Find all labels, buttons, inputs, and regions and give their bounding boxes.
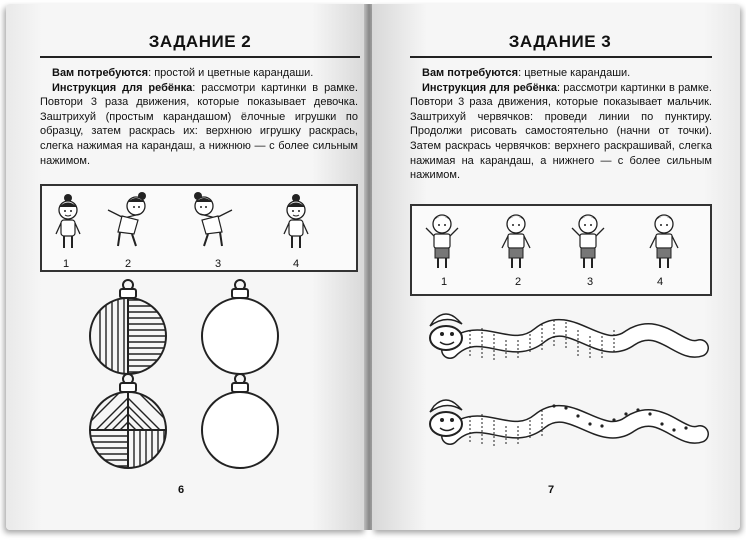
left-instr-text: : рассмотри картинки в рамке. Повтори 3 раза движения, которые показывает девочка. Заштрихуй (простым карандашом) ёлочные игрушки по образцу, затем раскрась их: верхнюю игрушку раскрась, слегка нажимая на карандаш, а нижнюю — с более сильным нажимом.	[40, 81, 358, 167]
right-figure-label-4: 4	[656, 276, 664, 288]
right-figure-label-1: 1	[440, 276, 448, 288]
right-page-number: 7	[548, 484, 555, 496]
left-needs-text: : простой и цветные карандаши.	[148, 67, 314, 79]
left-figure-label-4: 4	[292, 258, 300, 270]
ornament-sample-bottom	[80, 372, 180, 472]
right-needs-text: : цветные карандаши.	[518, 67, 631, 79]
ornament-blank-top	[196, 278, 296, 378]
boy-figure-4	[644, 210, 684, 272]
worm-bottom	[410, 386, 716, 486]
left-figure-label-3: 3	[214, 258, 222, 270]
right-figure-label-3: 3	[586, 276, 594, 288]
left-instructions	[40, 66, 358, 168]
girl-figure-3	[186, 188, 236, 254]
right-instr-text: : рассмотри картинки в рамке. Повтори 3 раза движения, которые показывает мальчик. Заштрихуй червячков: проведи линии по пунктиру. Продолжи рисовать самостоятельно (начни от точки). Затем раскрась червячков: верхнего раскрашивай, слегка нажимая на карандаш, а нижнего — с более сильным нажимом.	[410, 81, 712, 182]
left-title-rule	[40, 56, 360, 58]
left-page-title: ЗАДАНИЕ 2	[148, 32, 252, 51]
right-needs-label: Вам потребуются	[422, 67, 519, 79]
right-page-title: ЗАДАНИЕ 3	[508, 32, 612, 51]
right-instructions	[410, 66, 712, 183]
ornament-sample-top	[80, 278, 180, 378]
left-figure-label-2: 2	[124, 258, 132, 270]
right-title-rule	[410, 56, 712, 58]
left-needs-label: Вам потребуются	[52, 67, 149, 79]
girl-figure-1	[50, 192, 86, 254]
right-instr-label: Инструкция для ребёнка	[422, 81, 557, 94]
worm-top	[410, 300, 716, 390]
left-instr-label: Инструкция для ребёнка	[52, 81, 193, 94]
ornament-blank-bottom	[196, 372, 296, 472]
girl-figure-4	[278, 192, 314, 254]
left-page-number: 6	[178, 484, 185, 496]
right-figure-label-2: 2	[514, 276, 522, 288]
girl-figure-2	[104, 188, 154, 254]
boy-figure-2	[496, 210, 536, 272]
left-figure-label-1: 1	[62, 258, 70, 270]
boy-figure-1	[422, 210, 462, 272]
boy-figure-3	[568, 210, 608, 272]
